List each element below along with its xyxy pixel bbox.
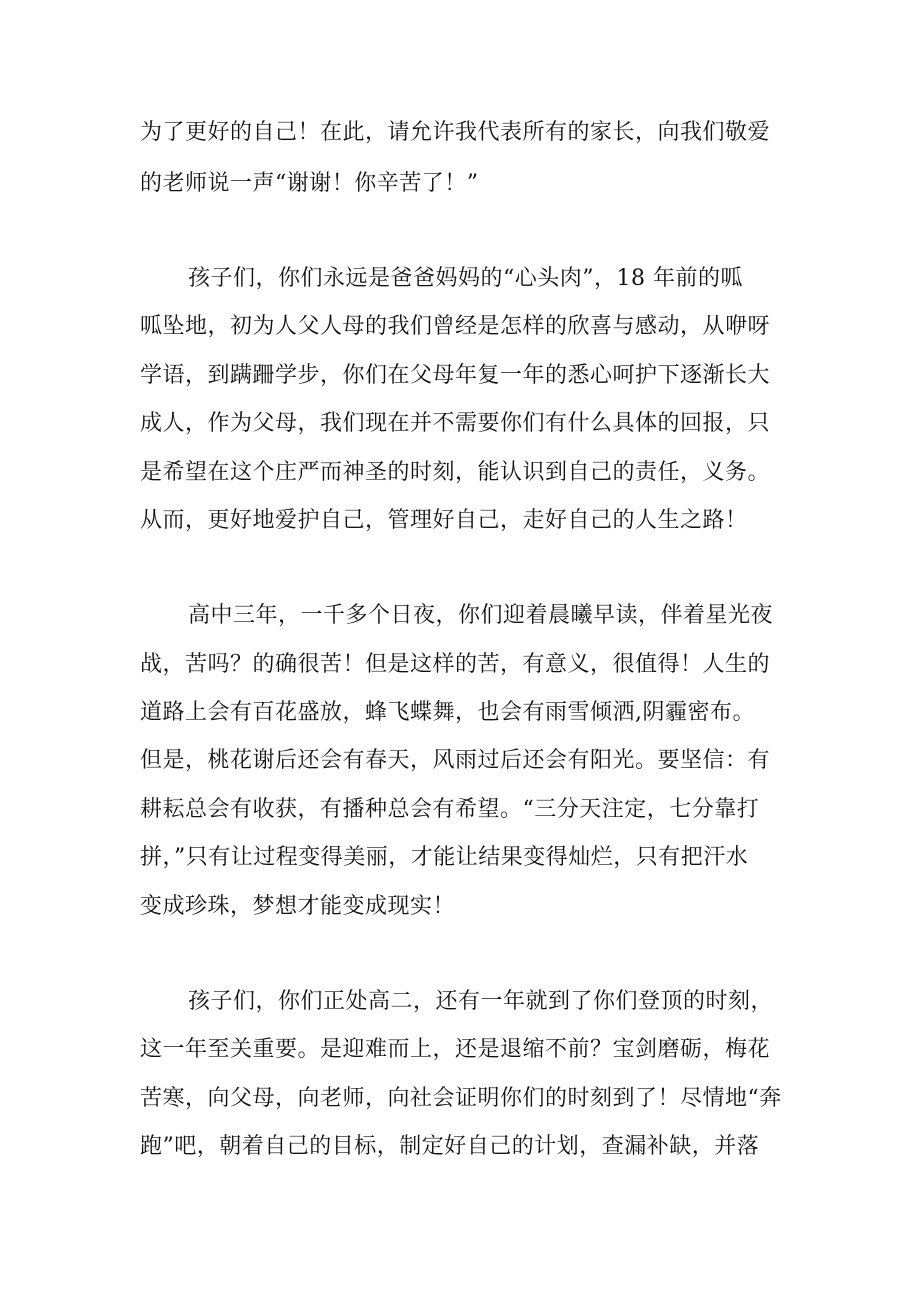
paragraph-line: 的老师说一声“谢谢！你辛苦了！” [140, 171, 479, 196]
paragraph-line: 学语，到蹒跚学步，你们在父母年复一年的悉心呵护下逐渐长大 [140, 363, 771, 388]
paragraph-line: 孩子们，你们永远是爸爸妈妈的“心头肉”，18 年前的呱 [188, 266, 743, 291]
paragraph-line: 从而，更好地爱护自己，管理好自己，走好自己的人生之路！ [140, 508, 748, 533]
paragraph-line: 呱坠地，初为人父人母的我们曾经是怎样的欣喜与感动，从咿呀 [140, 314, 771, 339]
paragraph-line: 耕耘总会有收获，有播种总会有希望。“三分天注定，七分靠打 [140, 797, 760, 822]
paragraph-line: 是希望在这个庄严而神圣的时刻，能认识到自己的责任，义务。 [140, 460, 771, 485]
paragraph-line: 孩子们，你们正处高二，还有一年就到了你们登顶的时刻， [188, 989, 774, 1014]
paragraph-line: 高中三年，一千多个日夜，你们迎着晨曦早读，伴着星光夜 [188, 603, 774, 628]
paragraph-line: 拼，”只有让过程变得美丽，才能让结果变得灿烂，只有把汗水 [140, 845, 749, 870]
paragraph-line: 跑”吧，朝着自己的目标，制定好自己的计划，查漏补缺，并落 [140, 1134, 760, 1159]
paragraph-line: 为了更好的自己！在此，请允许我代表所有的家长，向我们敬爱 [140, 120, 771, 145]
paragraph-line: 成人，作为父母，我们现在并不需要你们有什么具体的回报，只 [140, 411, 771, 436]
paragraph-line: 道路上会有百花盛放，蜂飞蝶舞，也会有雨雪倾洒,阴霾密布。 [140, 700, 755, 725]
paragraph-line: 变成珍珠，梦想才能变成现实！ [140, 894, 456, 919]
paragraph-line: 这一年至关重要。是迎难而上，还是退缩不前？宝剑磨砺，梅花 [140, 1037, 771, 1062]
paragraph-line: 但是，桃花谢后还会有春天，风雨过后还会有阳光。要坚信：有 [140, 748, 771, 773]
paragraph-line: 战，苦吗？的确很苦！但是这样的苦，有意义，很值得！人生的 [140, 652, 771, 677]
paragraph-line: 苦寒，向父母，向老师，向社会证明你们的时刻到了！尽情地“奔 [140, 1086, 782, 1111]
